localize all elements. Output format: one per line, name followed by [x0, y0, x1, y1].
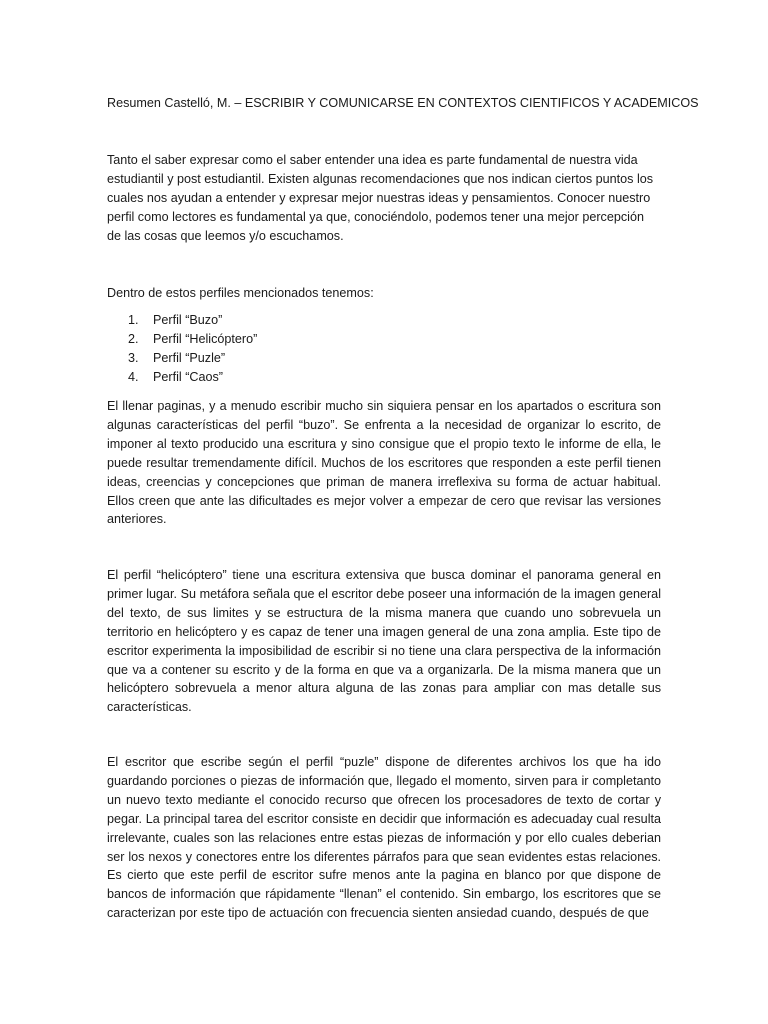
paragraph-puzle: El escritor que escribe según el perfil “puzle” dispone de diferentes archivos los que ha ido guardando porciones o piezas de información que, llegado el momento, sirven para ir completanto un nuevo texto mediante el conocido recurso que ofrecen los procesadores de texto de cortar y pegar. La principal tarea del escritor consiste en decidir que información es adecuaday cual resulta irrelevante, cuales son las relaciones entre estas piezas de información y por ello cuales deberian ser los nexos y conectores entre los diferentes párrafos para que sean evidentes estas relaciones. Es cierto que este perfil de escritor sufre menos ante la pagina en blanco por que dispone de bancos de información que rápidamente “llenan” el contenido. Sin embargo, los escritores que se caracterizan por este tipo de actuación con frecuencia sienten ansiedad cuando, después de que	[107, 755, 661, 921]
list-item-text: Perfil “Buzo”	[153, 313, 223, 327]
document-title: Resumen Castelló, M. – ESCRIBIR Y COMUNICARSE EN CONTEXTOS CIENTIFICOS Y ACADEMICOS	[107, 96, 699, 110]
list-item-number: 2.	[128, 331, 139, 346]
list-item-text: Perfil “Puzle”	[153, 350, 226, 365]
paragraph-helicoptero: El perfil “helicóptero” tiene una escritura extensiva que busca dominar el panorama general en primer lugar. Su metáfora señala que el escritor debe poseer una información de la imagen general del texto, de sus limites y se estructura de la misma manera que cuando uno sobrevuela un territorio en helicóptero y es capaz de tener una imagen general de una zona amplia. Este tipo de escritor experimenta la imposibilidad de escribir si no tiene una clara perspectiva de la información que va a contener su escrito y de la forma en que va a organizarla. De la misma manera que un helicóptero sobrevuela a menor altura alguna de las zonas para ampliar con mas detalle sus características.	[107, 568, 661, 715]
list-item	[107, 330, 661, 349]
paragraph-buzo: El llenar paginas, y a menudo escribir mucho sin siquiera pensar en los apartados o escritura son algunas características del perfil “buzo”. Se enfrenta a la necesidad de organizar lo escrito, de imponer al texto producido una escritura y sino consigue que el propio texto le informe de ella, le puede resultar tremendamente difícil. Muchos de los escritores que responden a este perfil tienen ideas, creencias y concepciones que priman de manera irreflexiva su forma de actuar habitual. Ellos creen que ante las dificultades es mejor volver a empezar de cero que revisar las versiones anteriores.	[107, 399, 661, 527]
list-item	[107, 311, 661, 330]
list-item	[107, 349, 661, 368]
paragraph-intro: Tanto el saber expresar como el saber entender una idea es parte fundamental de nuestra vida estudiantil y post estudiantil. Existen algunas recomendaciones que nos indican ciertos puntos los cuales nos ayudan a entender y expresar mejor nuestras ideas y pensamientos. Conocer nuestro perfil como lectores es fundamental ya que, conociéndolo, podemos tener una mejor percepción de las cosas que leemos y/o escuchamos.	[107, 153, 654, 243]
list-item	[107, 368, 661, 387]
paragraph-profiles-intro: Dentro de estos perfiles mencionados tenemos:	[107, 286, 374, 300]
list-item-text: Perfil “Caos”	[153, 369, 223, 384]
list-item-text: Perfil “Helicóptero”	[153, 331, 258, 346]
list-item-number: 3.	[128, 350, 139, 365]
profiles-list	[107, 311, 661, 387]
list-item-number: 1.	[128, 313, 139, 327]
list-item-number: 4.	[128, 369, 139, 384]
